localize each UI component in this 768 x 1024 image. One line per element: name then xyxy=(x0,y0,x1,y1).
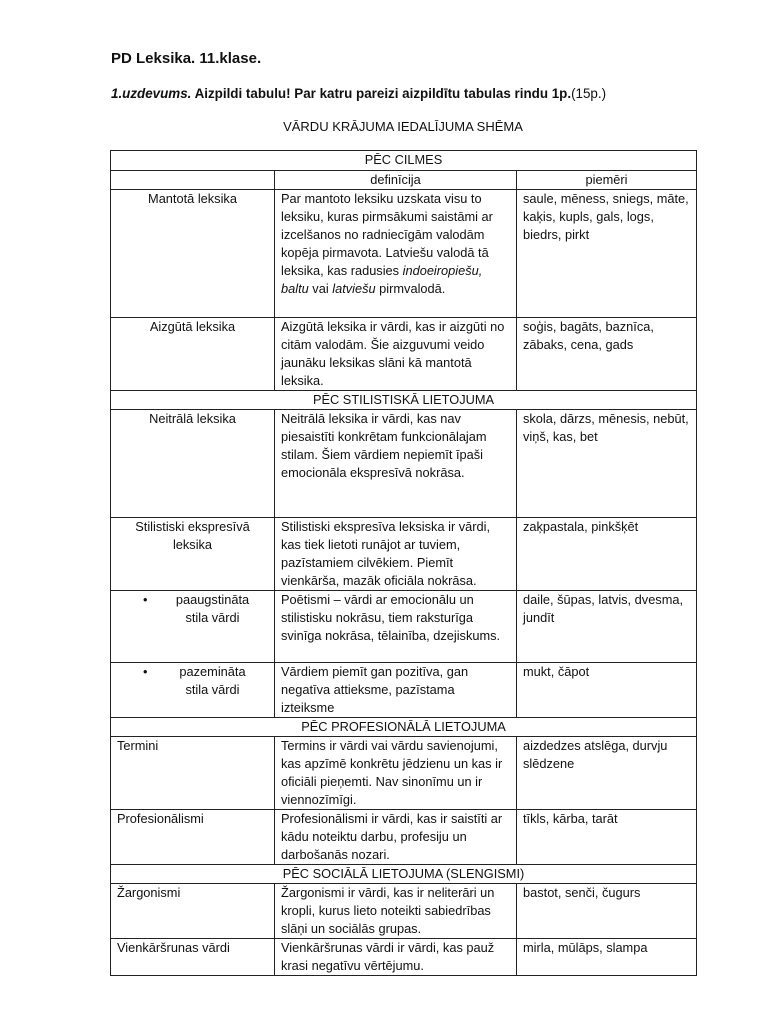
section-title: PĒC PROFESIONĀLĀ LIETOJUMA xyxy=(111,718,697,737)
examples-cell: saule, mēness, sniegs, māte, kaķis, kupls, gals, logs, biedrs, pirkt xyxy=(517,190,697,318)
examples-cell: skola, dārzs, mēnesis, nebūt, viņš, kas, bet xyxy=(517,410,697,518)
column-header: definīcija xyxy=(275,171,517,190)
definition-cell: Vārdiem piemīt gan pozitīva, gan negatīva attieksme, pazīstama izteiksme xyxy=(275,663,517,718)
table-row xyxy=(111,737,697,810)
section-title: PĒC STILISTISKĀ LIETOJUMA xyxy=(111,391,697,410)
definition-cell: Profesionālismi ir vārdi, kas ir saistīti ar kādu noteiktu darbu, profesiju un darbošanās nozari. xyxy=(275,810,517,865)
examples-cell: mirla, mūlāps, slampa xyxy=(517,939,697,976)
term-cell xyxy=(111,591,275,663)
table-row xyxy=(111,190,697,318)
column-header xyxy=(111,171,275,190)
table-row xyxy=(111,939,697,976)
definition-cell: Par mantoto leksiku uzskata visu to leksiku, kuras pirmsākumi saistāmi ar izcelšanos no radniecīgām valodām kopēja pirmavota. Latviešu valodā tā leksika, kas radusies indoeiropiešu, baltu vai latviešu pirmvalodā. xyxy=(275,190,517,318)
term-label: Mantotā leksika xyxy=(111,190,275,318)
section-header-row xyxy=(111,865,697,884)
examples-cell: bastot, senči, čugurs xyxy=(517,884,697,939)
examples-cell: daile, šūpas, latvis, dvesma, jundīt xyxy=(517,591,697,663)
examples-cell: aizdedzes atslēga, durvju slēdzene xyxy=(517,737,697,810)
term-label: Vienkāršrunas vārdi xyxy=(111,939,275,976)
table-row xyxy=(111,318,697,391)
table-heading: VĀRDU KRĀJUMA IEDALĪJUMA SHĒMA xyxy=(283,119,523,134)
bullet-icon: • xyxy=(143,592,148,607)
definition-cell: Poētismi – vārdi ar emocionālu un stilistisku nokrāsu, tiem raksturīga svinīga nokrāsa, tēlainība, dzejiskums. xyxy=(275,591,517,663)
examples-cell: zaķpastala, pinkšķēt xyxy=(517,518,697,591)
table-row xyxy=(111,518,697,591)
definition-cell: Neitrālā leksika ir vārdi, kas nav piesaistīti konkrētam funkcionālajam stilam. Šiem vārdiem nepiemīt īpaši emocionāla ekspresīvā nokrāsa. xyxy=(275,410,517,518)
definition-cell: Žargonismi ir vārdi, kas ir neliterāri un kropli, kurus lieto noteikti sabiedrības slāņi un sociālās grupas. xyxy=(275,884,517,939)
task-number: 1.uzdevums. xyxy=(111,86,192,101)
definition-cell: Aizgūtā leksika ir vārdi, kas ir aizgūti no citām valodām. Šie aizguvumi veido jaunāku leksikas slāni kā mantotā leksika. xyxy=(275,318,517,391)
examples-cell: soģis, bagāts, baznīca, zābaks, cena, gads xyxy=(517,318,697,391)
table-row xyxy=(111,663,697,718)
column-header: piemēri xyxy=(517,171,697,190)
section-header-row xyxy=(111,391,697,410)
column-header-row xyxy=(111,171,697,190)
section-header-row xyxy=(111,151,697,171)
section-title: PĒC CILMES xyxy=(111,151,697,171)
term-label: Aizgūtā leksika xyxy=(111,318,275,391)
term-cell xyxy=(111,663,275,718)
task-points: (15p.) xyxy=(571,86,607,101)
bullet-icon: • xyxy=(143,664,148,679)
term-label: pazemināta stila vārdi xyxy=(179,664,246,697)
table-row xyxy=(111,810,697,865)
table-row xyxy=(111,884,697,939)
term-label: Žargonismi xyxy=(111,884,275,939)
table-row xyxy=(111,410,697,518)
section-title: PĒC SOCIĀLĀ LIETOJUMA (SLENGISMI) xyxy=(111,865,697,884)
term-label: Profesionālismi xyxy=(111,810,275,865)
term-label: paaugstināta stila vārdi xyxy=(175,592,250,625)
section-header-row xyxy=(111,718,697,737)
page-title: PD Leksika. 11.klase. xyxy=(111,50,262,67)
bullet-item xyxy=(141,663,268,699)
examples-cell: tīkls, kārba, tarāt xyxy=(517,810,697,865)
task-instruction xyxy=(111,86,606,101)
task-text: Aizpildi tabulu! Par katru pareizi aizpildītu tabulas rindu 1p. xyxy=(191,86,572,101)
term-label: Neitrālā leksika xyxy=(111,410,275,518)
definition-cell: Stilistiski ekspresīva leksiska ir vārdi, kas tiek lietoti runājot ar tuviem, pazīstamiem cilvēkiem. Piemīt vienkārša, mazāk oficiāla nokrāsa. xyxy=(275,518,517,591)
term-label: Termini xyxy=(111,737,275,810)
vocabulary-scheme-table xyxy=(110,150,697,976)
definition-cell: Termins ir vārdi vai vārdu savienojumi, kas apzīmē konkrētu jēdzienu un kas ir oficiāli pieņemti. Nav sinonīmu un ir viennozīmīgi. xyxy=(275,737,517,810)
definition-cell: Vienkāršrunas vārdi ir vārdi, kas pauž krasi negatīvu vērtējumu. xyxy=(275,939,517,976)
term-label: Stilistiski ekspresīvā leksika xyxy=(111,518,275,591)
table-row xyxy=(111,591,697,663)
examples-cell: mukt, čāpot xyxy=(517,663,697,718)
bullet-item xyxy=(141,591,268,627)
